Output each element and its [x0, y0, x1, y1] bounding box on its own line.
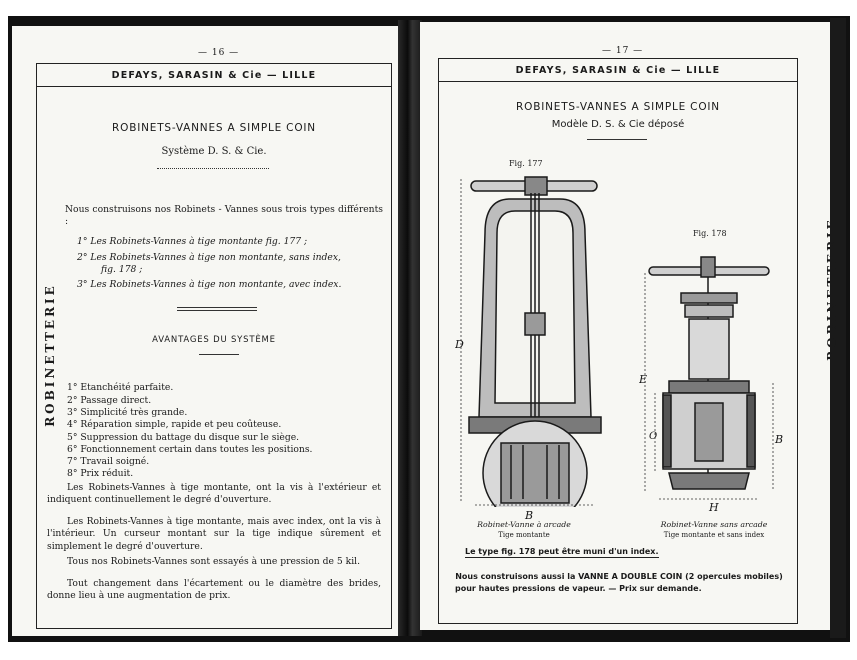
paragraph: Tout changement dans l'écartement ou le diamètre des brides, donne lieu à une augmentation de prix.	[47, 578, 381, 602]
dimension-b-label: B	[525, 509, 534, 522]
type-item: 1° Les Robinets-Vannes à tige montante fig. 177 ;	[77, 236, 308, 247]
paragraph: Les Robinets-Vannes à tige montante, mais avec index, ont la vis à l'intérieur. Un curseur montant sur la tige indique sûrement et simplement le degré d'ouverture.	[47, 516, 381, 552]
page-number: — 16 —	[198, 48, 240, 58]
double-coin-note-line1: Nous construisons aussi la VANNE A DOUBLE COIN (2 opercules mobiles)	[455, 572, 783, 581]
page-subtitle: Modèle D. S. & Cie déposé	[551, 119, 685, 130]
advantage-item: 6° Fonctionnement certain dans toutes les positions.	[67, 444, 313, 455]
advantage-item: 7° Travail soigné.	[67, 456, 150, 467]
figure-caption-sub: Tige montante	[498, 531, 550, 539]
dimension-h-label: H	[709, 501, 719, 514]
figure-caption: Robinet-Vanne sans arcade	[660, 520, 768, 529]
side-label: ROBINETTERIE	[824, 217, 839, 361]
advantage-item: 8° Prix réduit.	[67, 468, 134, 479]
advantage-item: 2° Passage direct.	[67, 395, 152, 406]
paragraph: Tous nos Robinets-Vannes sont essayés à une pression de 5 kil.	[67, 556, 361, 567]
page-frame	[36, 63, 392, 629]
divider	[157, 168, 269, 169]
figure-label: Fig. 177	[509, 159, 543, 168]
advantages-title: AVANTAGES DU SYSTÈME	[152, 335, 276, 345]
page-header: DEFAYS, SARASIN & Cie — LILLE	[37, 64, 391, 87]
dimension-o-label: O	[649, 431, 658, 442]
page-number: — 17 —	[602, 46, 644, 56]
figure-caption: Robinet-Vanne à arcade	[477, 520, 571, 529]
figure-label: Fig. 178	[693, 229, 727, 238]
page-frame	[438, 58, 798, 624]
dimension-b-label: B	[775, 433, 784, 446]
type-item: fig. 178 ;	[101, 264, 143, 275]
double-coin-note-line2: pour hautes pressions de vapeur. — Prix sur demande.	[455, 584, 702, 593]
advantage-item: 1° Etanchéité parfaite.	[67, 382, 174, 393]
intro-text: Nous construisons nos Robinets - Vannes sous trois types différents :	[65, 204, 383, 228]
page-header: DEFAYS, SARASIN & Cie — LILLE	[439, 59, 797, 82]
figure-caption-sub: Tige montante et sans index	[663, 531, 765, 539]
valve-sans-arcade-drawing	[639, 243, 789, 505]
double-divider	[177, 307, 257, 311]
book-gutter	[398, 20, 422, 636]
advantage-item: 3° Simplicité très grande.	[67, 407, 188, 418]
valve-arcade-drawing	[455, 173, 615, 507]
advantage-item: 5° Suppression du battage du disque sur le siège.	[67, 432, 300, 443]
type-item: 2° Les Robinets-Vannes à tige non montante, sans index,	[77, 252, 341, 263]
right-page	[420, 22, 839, 630]
index-note: Le type fig. 178 peut être muni d'un index.	[465, 547, 659, 556]
paragraph: Les Robinets-Vannes à tige montante, ont la vis à l'extérieur et indiquent continuellement le degré d'ouverture.	[47, 482, 381, 506]
divider	[199, 354, 239, 355]
dimension-e-label: E	[639, 373, 648, 386]
page-subtitle: Système D. S. & Cie.	[161, 146, 267, 157]
left-page	[12, 26, 398, 636]
advantage-item: 4° Réparation simple, rapide et peu coûteuse.	[67, 419, 282, 430]
dimension-d-label: D	[455, 338, 464, 351]
side-label: ROBINETTERIE	[42, 283, 57, 427]
page-title: ROBINETS-VANNES A SIMPLE COIN	[112, 122, 316, 134]
page-title: ROBINETS-VANNES A SIMPLE COIN	[516, 101, 720, 113]
divider	[587, 139, 647, 140]
type-item: 3° Les Robinets-Vannes à tige non montante, avec index.	[77, 279, 342, 290]
